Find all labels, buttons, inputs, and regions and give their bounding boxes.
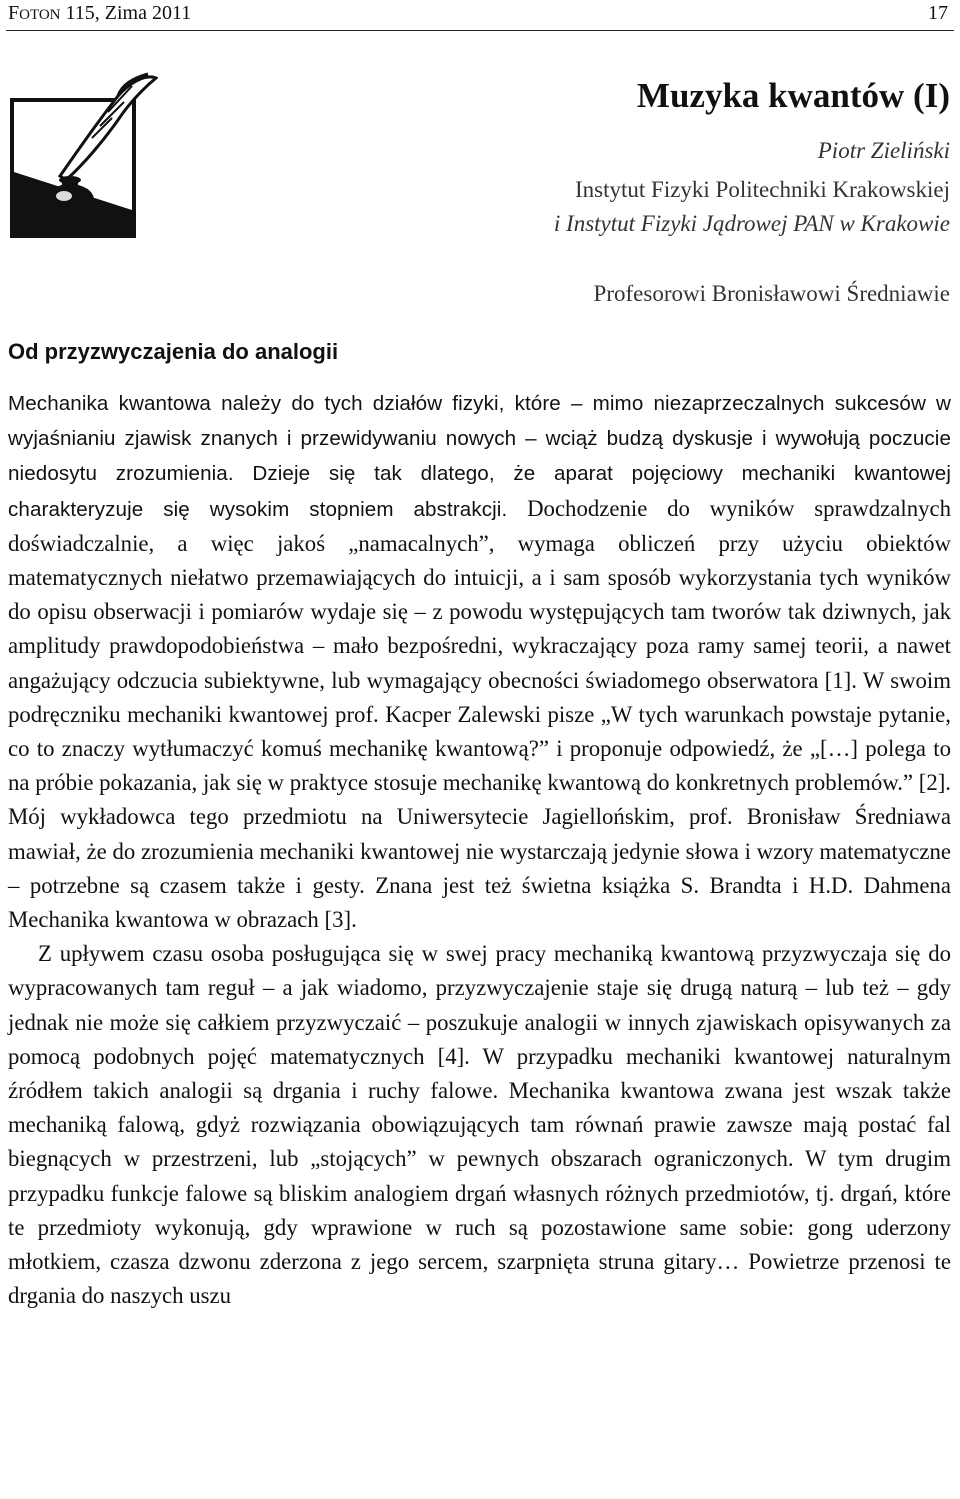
affiliation-line-2: i Instytut Fizyki Jądrowej PAN w Krakowie xyxy=(553,211,950,236)
affiliation-line-1: Instytut Fizyki Politechniki Krakowskiej xyxy=(575,177,950,202)
paragraph-1-sans-text: Mechanika kwantowa należy do tych działów fizyki, które – mimo niezaprzeczalnych sukcesów w wyjaśnianiu zjawisk znanych i przewidywaniu nowych – wciąż budzą dyskusje i wywołują poczucie niedosytu zrozumienia. Dzieje się tak dlatego, że aparat pojęciowy mechaniki kwantowej charakteryzuje się wysokim stopniem abstrakcji. xyxy=(8,392,951,521)
dedication: Profesorowi Bronisławowi Średniawie xyxy=(593,281,950,306)
paragraph-2: Z upływem czasu osoba posługująca się w swej pracy mechaniką kwantową przyzwyczaja się do wypracowanych tam reguł – a jak wiadomo, przyzwyczajenie staje się drugą naturą – lub też – gdy jednak nie może się całkiem przyzwyczaić – poszukuje analogii w innych zjawiskach opisywanych za pomocą podobnych pojęć matematycznych [4]. W przypadku mechaniki kwantowej naturalnym źródłem takich analogii są drgania i ruchy falowe. Mechanika kwantowa zwana jest wszak także mechaniką falową, gdyż rozwiązania obowiązujących tam równań prawie zawsze mają postać fal biegnących w przestrzeni, lub „stojących” w pewnych obszarach ograniczonych. W tym drugim przypadku funkcje falowe są bliskim analogiem drgań własnych różnych przedmiotów, tj. drgań, które te przedmioty wykonują, gdy wprawione w ruch są pozostawione same sobie: gong uderzony młotkiem, czasza dzwonu zderzona z jego sercem, szarpnięta struna gitary… Powietrze przenosi te drgania do naszych uszu xyxy=(8,941,951,1309)
paragraph-1-serif-text: Dochodzenie do wyników sprawdzalnych doświadczalnie, a więc jakoś „namacalnych”, wymaga obliczeń przy użyciu obiektów matematycznych niełatwo przemawiających do intuicji, a i sam sposób wykorzystania tych wyników do opisu obserwacji i pomiarów wydaje się – z powodu występujących tam tworów tak dziwnych, jak amplitudy prawdopodobieństwa – mało bezpośredni, wykraczający poza ramy samej teorii, a nawet angażujący odczucia subiektywne, lub wymagający obecności świadomego obserwatora [1]. W swoim podręczniku mechaniki kwantowej prof. Kacper Zalewski pisze „W tych warunkach powstaje pytanie, co to znaczy wytłumaczyć komuś mechanikę kwantową?” i proponuje odpowiedź, że „[…] polega to na próbie pokazania, jak się w praktyce stosuje mechanikę kwantową do konkretnych problemów.” [2]. Mój wykładowca tego przedmiotu na Uniwersytecie Jagiellońskim, prof. Bronisław Średniawa mawiał, że do zrozumienia mechaniki kwantowej nie wystarczają jedynie słowa i wzory matematyczne – potrzebne są czasem także i gesty. Znana jest też świetna książka S. Brandta i H.D. Dahmena Mechanika kwantowa w obrazach [3]. xyxy=(8,495,952,933)
quill-and-inkwell-icon xyxy=(8,72,158,242)
paragraph-1 xyxy=(8,386,951,937)
section-heading: Od przyzwyczajenia do analogii xyxy=(8,339,339,364)
journal-issue: FOTON 115, Zima 2011 xyxy=(8,2,192,24)
article-title: Muzyka kwantów (I) xyxy=(636,76,950,115)
author-name: Piotr Zieliński xyxy=(817,138,950,163)
page-number: 17 xyxy=(928,2,948,24)
article-body xyxy=(8,386,951,1313)
running-head xyxy=(6,0,954,31)
